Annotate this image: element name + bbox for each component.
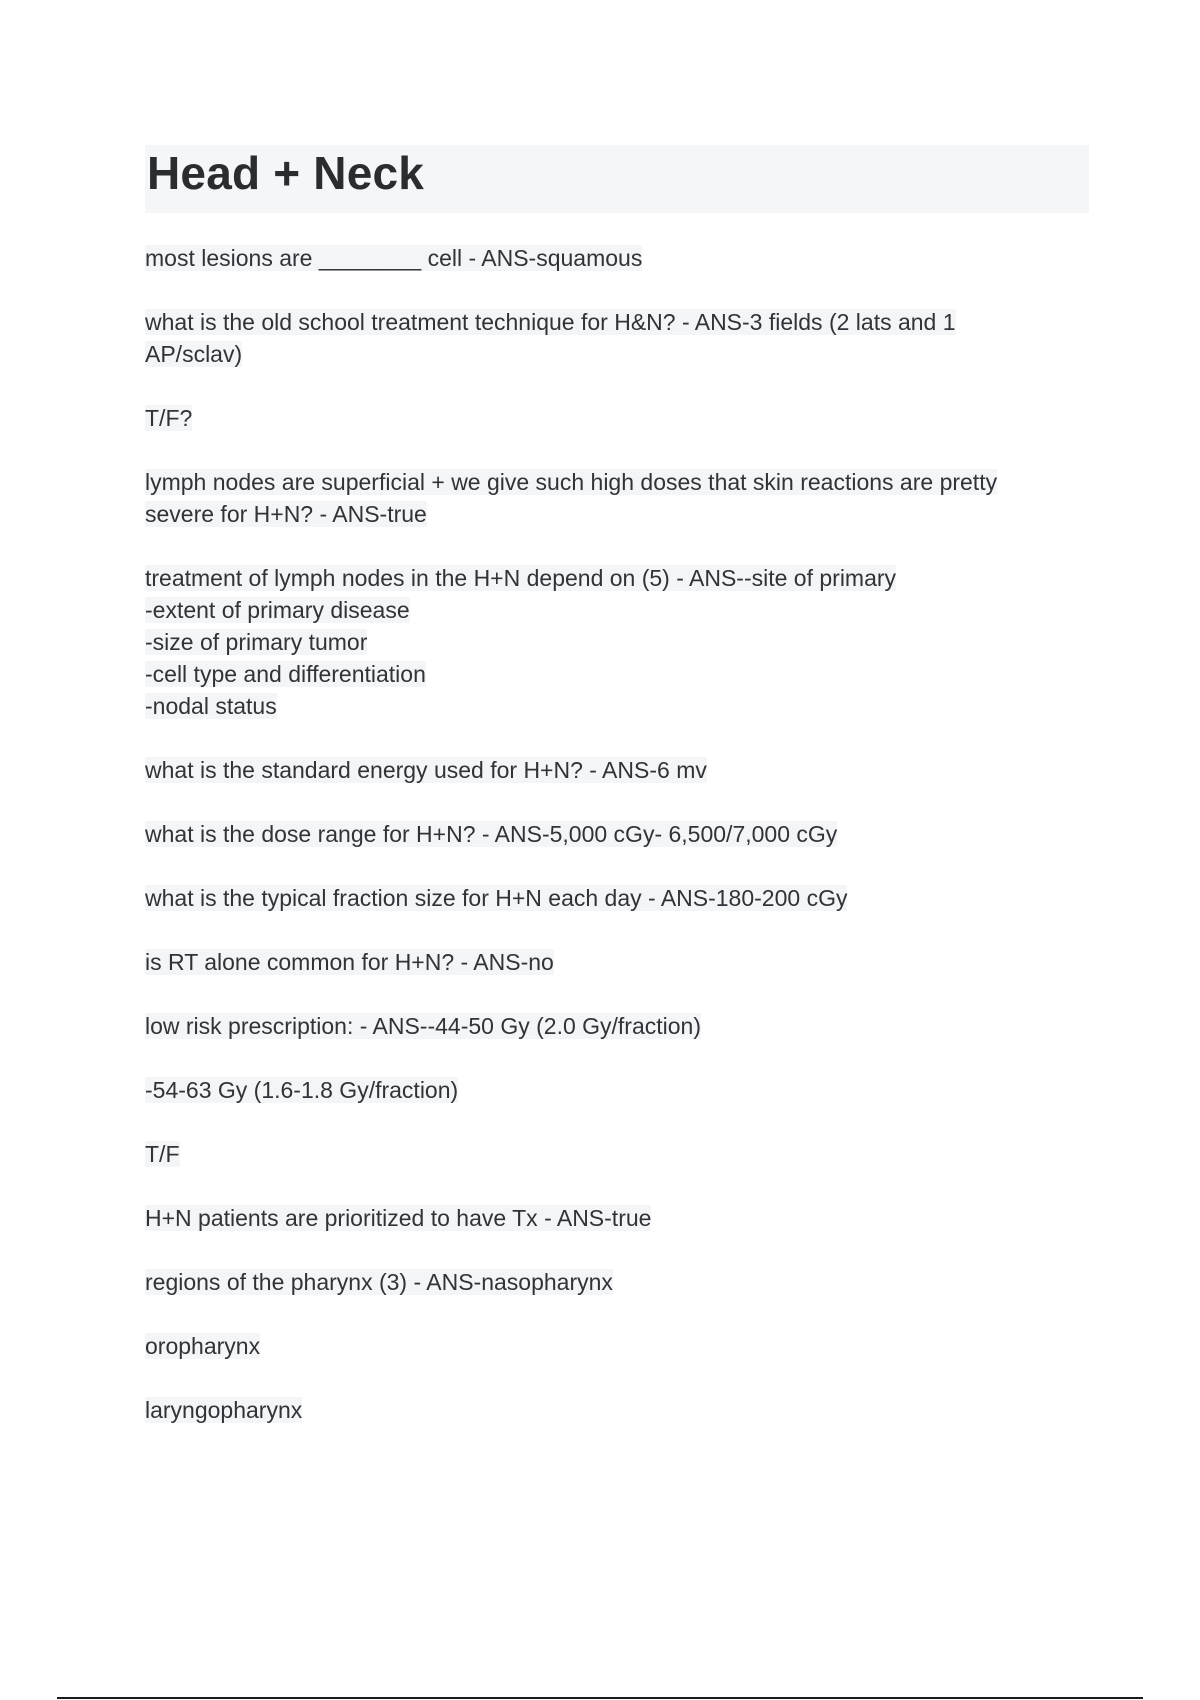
text-line: -extent of primary disease xyxy=(145,597,410,623)
flashcard-item xyxy=(145,242,1085,274)
text-line: -nodal status xyxy=(145,693,277,719)
text-line: treatment of lymph nodes in the H+N depend on (5) - ANS--site of primary xyxy=(145,565,897,591)
text-line: T/F xyxy=(145,1141,180,1167)
flashcard-item xyxy=(145,1074,1085,1106)
text-line: oropharynx xyxy=(145,1333,261,1359)
title-banner xyxy=(145,145,1089,213)
flashcard-item xyxy=(145,402,1085,434)
text-line: -54-63 Gy (1.6-1.8 Gy/fraction) xyxy=(145,1077,459,1103)
footer-divider xyxy=(57,1697,1143,1699)
text-line: what is the dose range for H+N? - ANS-5,000 cGy- 6,500/7,000 cGy xyxy=(145,821,838,847)
text-line: what is the old school treatment technique for H&N? - ANS-3 fields (2 lats and 1 xyxy=(145,309,956,335)
flashcard-item xyxy=(145,562,1085,722)
text-line: AP/sclav) xyxy=(145,341,243,367)
flashcard-item xyxy=(145,1202,1085,1234)
text-line: what is the standard energy used for H+N? - ANS-6 mv xyxy=(145,757,707,783)
text-line: lymph nodes are superficial + we give such high doses that skin reactions are pretty xyxy=(145,469,998,495)
text-line: regions of the pharynx (3) - ANS-nasopharynx xyxy=(145,1269,613,1295)
text-line: T/F? xyxy=(145,405,193,431)
flashcard-item xyxy=(145,1010,1085,1042)
text-line: low risk prescription: - ANS--44-50 Gy (2.0 Gy/fraction) xyxy=(145,1013,701,1039)
text-line: -size of primary tumor xyxy=(145,629,368,655)
flashcard-item xyxy=(145,818,1085,850)
page-title: Head + Neck xyxy=(147,147,425,199)
flashcard-list xyxy=(145,242,1085,1458)
flashcard-item xyxy=(145,1138,1085,1170)
text-line: -cell type and differentiation xyxy=(145,661,426,687)
flashcard-item xyxy=(145,1330,1085,1362)
flashcard-item xyxy=(145,946,1085,978)
flashcard-item xyxy=(145,306,1085,370)
text-line: what is the typical fraction size for H+N each day - ANS-180-200 cGy xyxy=(145,885,848,911)
text-line: most lesions are ________ cell - ANS-squamous xyxy=(145,245,643,271)
flashcard-item xyxy=(145,882,1085,914)
flashcard-item xyxy=(145,466,1085,530)
flashcard-item xyxy=(145,1394,1085,1426)
text-line: laryngopharynx xyxy=(145,1397,303,1423)
flashcard-item xyxy=(145,754,1085,786)
flashcard-item xyxy=(145,1266,1085,1298)
text-line: is RT alone common for H+N? - ANS-no xyxy=(145,949,554,975)
text-line: severe for H+N? - ANS-true xyxy=(145,501,427,527)
text-line: H+N patients are prioritized to have Tx - ANS-true xyxy=(145,1205,652,1231)
